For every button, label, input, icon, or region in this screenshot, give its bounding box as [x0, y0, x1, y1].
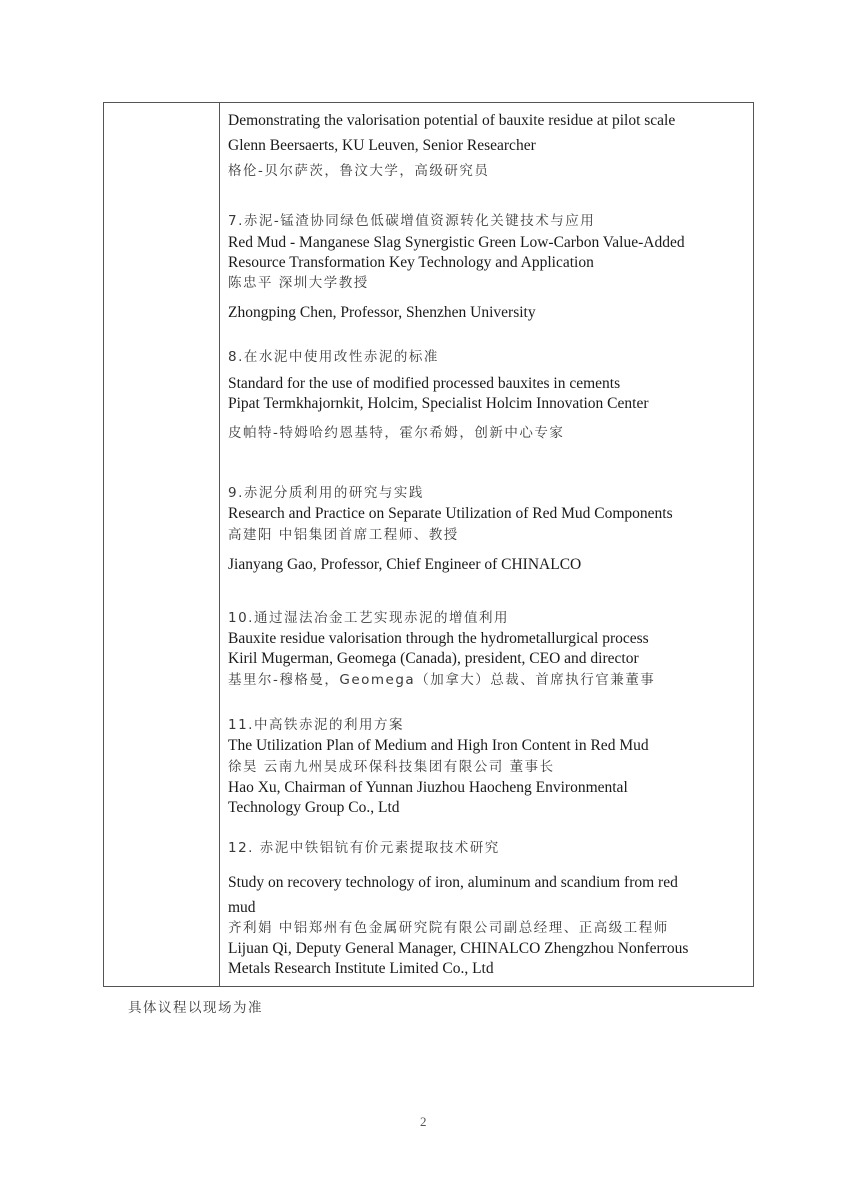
- talk-title-zh: 7.赤泥-锰渣协同绿色低碳增值资源转化关键技术与应用: [228, 213, 596, 229]
- speaker-zh: 皮帕特-特姆哈约恩基特，霍尔希姆，创新中心专家: [228, 425, 565, 441]
- agenda-footnote: 具体议程以现场为准: [128, 1000, 263, 1016]
- talk-title-en: Red Mud - Manganese Slag Synergistic Green Low-Carbon Value-Added: [228, 234, 685, 251]
- talk-title-en: Demonstrating the valorisation potential of bauxite residue at pilot scale: [228, 112, 676, 129]
- talk-title-en: Standard for the use of modified processed bauxites in cements: [228, 375, 621, 392]
- page-number: 2: [420, 1114, 427, 1129]
- speaker-en-cont: Technology Group Co., Ltd: [228, 799, 400, 816]
- speaker-zh: 徐昊 云南九州昊成环保科技集团有限公司 董事长: [228, 759, 555, 775]
- talk-title-zh: 9.赤泥分质利用的研究与实践: [228, 485, 424, 501]
- speaker-en: Lijuan Qi, Deputy General Manager, CHINALCO Zhengzhou Nonferrous: [228, 940, 689, 957]
- speaker-zh: 高建阳 中铝集团首席工程师、教授: [228, 527, 459, 543]
- talk-title-zh: 10.通过湿法冶金工艺实现赤泥的增值利用: [228, 610, 509, 626]
- speaker-en: Zhongping Chen, Professor, Shenzhen University: [228, 304, 536, 321]
- talk-title-en: Bauxite residue valorisation through the hydrometallurgical process: [228, 630, 649, 647]
- speaker-zh: 齐利娟 中铝郑州有色金属研究院有限公司副总经理、正高级工程师: [228, 920, 669, 936]
- speaker-en: Hao Xu, Chairman of Yunnan Jiuzhou Haocheng Environmental: [228, 779, 628, 796]
- speaker-en-cont: Metals Research Institute Limited Co., Ltd: [228, 960, 494, 977]
- speaker-zh: 陈忠平 深圳大学教授: [228, 275, 369, 291]
- talk-title-en-cont: mud: [228, 899, 256, 916]
- talk-title-en: The Utilization Plan of Medium and High Iron Content in Red Mud: [228, 737, 649, 754]
- talk-title-en: Study on recovery technology of iron, aluminum and scandium from red: [228, 874, 678, 891]
- speaker-en: Kiril Mugerman, Geomega (Canada), president, CEO and director: [228, 650, 639, 667]
- speaker-zh: 格伦-贝尔萨茨，鲁汶大学，高级研究员: [228, 163, 490, 179]
- agenda-content-cell: [220, 103, 753, 986]
- speaker-zh: 基里尔-穆格曼，Geomega（加拿大）总裁、首席执行官兼董事: [228, 672, 656, 688]
- speaker-en: Pipat Termkhajornkit, Holcim, Specialist Holcim Innovation Center: [228, 395, 649, 412]
- talk-title-en-cont: Resource Transformation Key Technology and Application: [228, 254, 594, 271]
- time-column-cell: [104, 103, 220, 986]
- talk-title-zh: 12. 赤泥中铁铝钪有价元素提取技术研究: [228, 840, 500, 856]
- talk-title-en: Research and Practice on Separate Utilization of Red Mud Components: [228, 505, 673, 522]
- agenda-table: [103, 102, 754, 987]
- speaker-en: Jianyang Gao, Professor, Chief Engineer of CHINALCO: [228, 556, 582, 573]
- speaker-en: Glenn Beersaerts, KU Leuven, Senior Researcher: [228, 137, 536, 154]
- talk-title-zh: 11.中高铁赤泥的利用方案: [228, 717, 404, 733]
- talk-title-zh: 8.在水泥中使用改性赤泥的标准: [228, 349, 439, 365]
